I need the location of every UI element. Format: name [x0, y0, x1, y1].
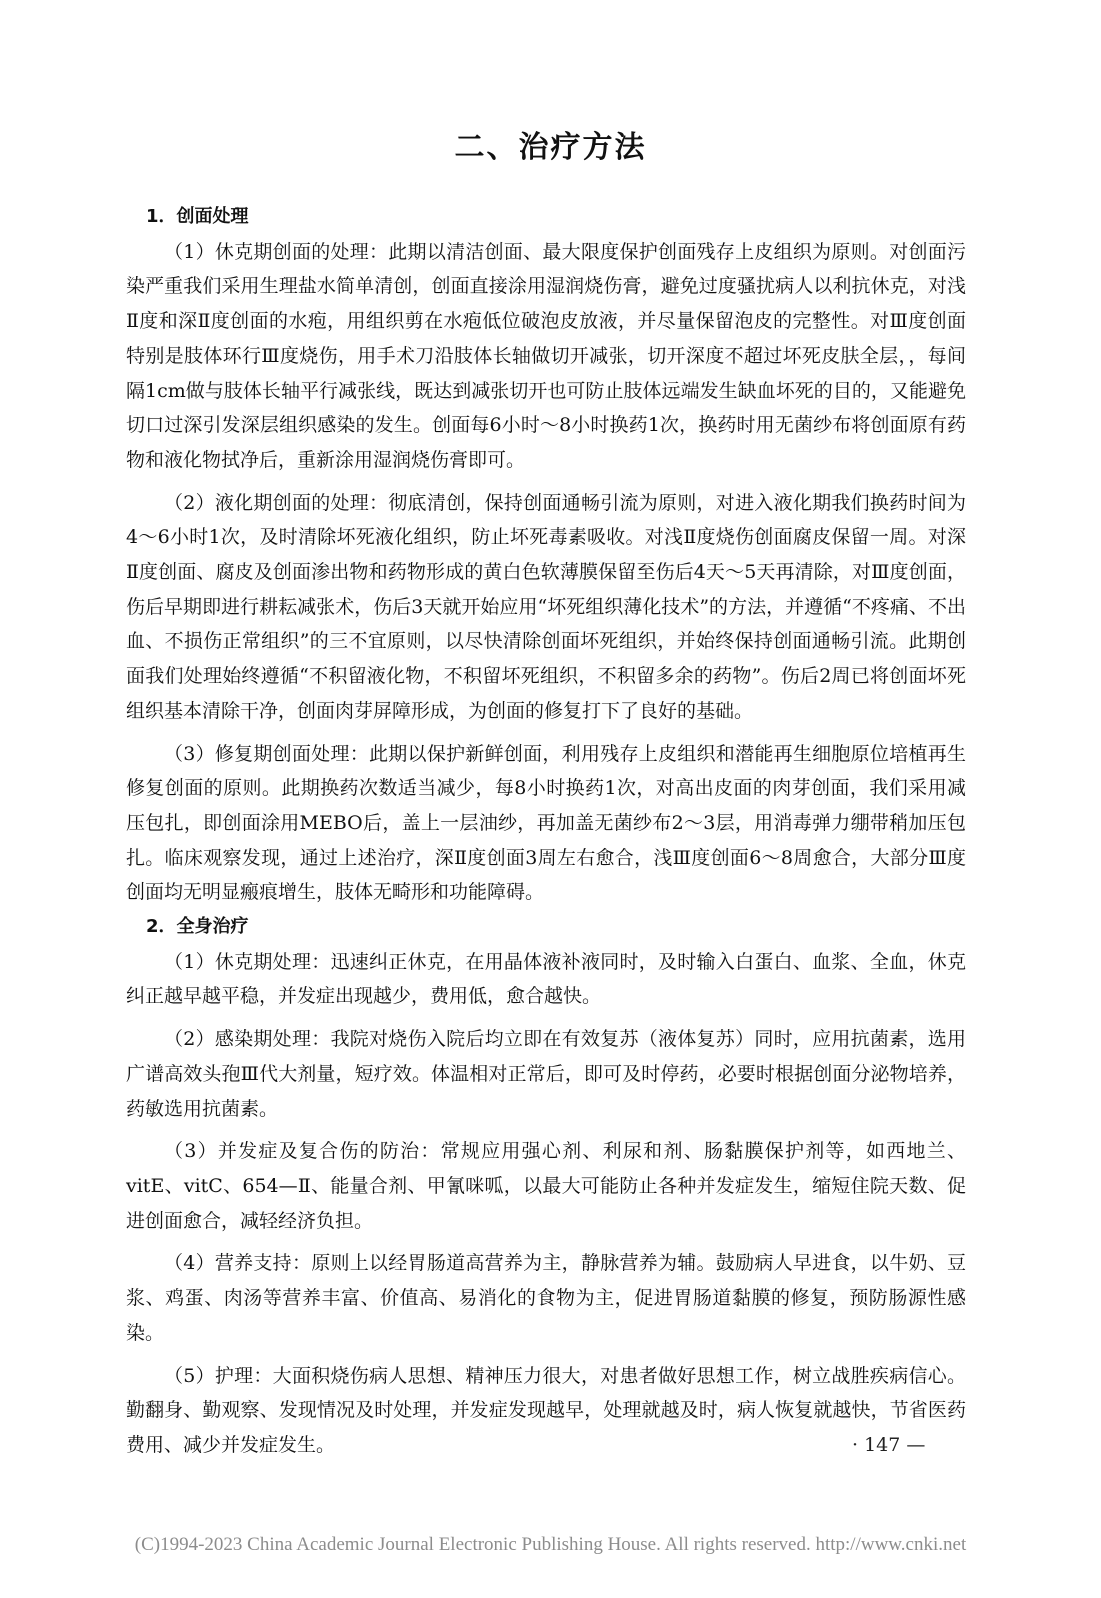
section-heading: 2．全身治疗 — [146, 916, 249, 938]
page-title: 二、治疗方法 — [454, 130, 647, 165]
paragraph: （4）营养支持：原则上以经胃肠道高营养为主，静脉营养为辅。鼓励病人早进食，以牛奶、豆浆、鸡蛋、肉汤等营养丰富、价值高、易消化的食物为主，促进胃肠道黏膜的修复，预防肠源性感染。 — [126, 1252, 966, 1344]
paragraph: （1）休克期处理：迅速纠正休克，在用晶体液补液同时，及时输入白蛋白、血浆、全血，休克纠正越早越平稳，并发症出现越少，费用低，愈合越快。 — [126, 950, 966, 1008]
paragraph: （5）护理：大面积烧伤病人思想、精神压力很大，对患者做好思想工作，树立战胜疾病信心。勤翻身、勤观察、发现情况及时处理，并发症发现越早，处理就越及时，病人恢复就越快，节省医药费用、减少并发症发生。 — [126, 1364, 966, 1456]
paragraph: （1）休克期创面的处理：此期以清洁创面、最大限度保护创面残存上皮组织为原则。对创面污染严重我们采用生理盐水简单清创，创面直接涂用湿润烧伤膏，避免过度骚扰病人以利抗休克，对浅Ⅱ度和深Ⅱ度创面的水疱，用组织剪在水疱低位破泡皮放液，并尽量保留泡皮的完整性。对Ⅲ度创面特别是肢体环行Ⅲ度烧伤，用手术刀沿肢体长轴做切开减张，切开深度不超过坏死皮肤全层，，每间隔1cm做与肢体长轴平行减张线，既达到减张切开也可防止肢体远端发生缺血坏死的目的，又能避免切口过深引发深层组织感染的发生。创面每6小时～8小时换药1次，换药时用无菌纱布将创面原有药物和液化物拭净后，重新涂用湿润烧伤膏即可。 — [126, 240, 966, 471]
section-heading: 1．创面处理 — [146, 206, 249, 227]
section-wound-treatment — [126, 200, 966, 910]
copyright-footer: (C)1994-2023 China Academic Journal Electronic Publishing House. All rights reserved. http://www.cnki.net — [134, 1534, 967, 1555]
paragraph: （3）并发症及复合伤的防治：常规应用强心剂、利尿和剂、肠黏膜保护剂等，如西地兰、vitE、vitC、654—Ⅱ、能量合剂、甲氰咪呱，以最大可能防止各种并发症发生，缩短住院天数、促进创面愈合，减轻经济负担。 — [126, 1140, 966, 1232]
section-systemic-treatment — [126, 910, 966, 1463]
paragraph: （3）修复期创面处理：此期以保护新鲜创面，利用残存上皮组织和潜能再生细胞原位培植再生修复创面的原则。此期换药次数适当减少，每8小时换药1次，对高出皮面的肉芽创面，我们采用减压包扎，即创面涂用MEBO后，盖上一层油纱，再加盖无菌纱布2～3层，用消毒弹力绷带稍加压包扎。临床观察发现，通过上述治疗，深Ⅱ度创面3周左右愈合，浅Ⅲ度创面6～8周愈合，大部分Ⅲ度创面均无明显瘢痕增生，肢体无畸形和功能障碍。 — [126, 742, 966, 904]
paragraph: （2）液化期创面的处理：彻底清创，保持创面通畅引流为原则，对进入液化期我们换药时间为4～6小时1次，及时清除坏死液化组织，防止坏死毒素吸收。对浅Ⅱ度烧伤创面腐皮保留一周。对深Ⅱ度创面、腐皮及创面渗出物和药物形成的黄白色软薄膜保留至伤后4天～5天再清除，对Ⅲ度创面，伤后早期即进行耕耘减张术，伤后3天就开始应用“坏死组织薄化技术”的方法，并遵循“不疼痛、不出血、不损伤正常组织”的三不宜原则，以尽快清除创面坏死组织，并始终保持创面通畅引流。此期创面我们处理始终遵循“不积留液化物，不积留坏死组织，不积留多余的药物”。伤后2周已将创面坏死组织基本清除干净，创面肉芽屏障形成，为创面的修复打下了良好的基础。 — [126, 491, 966, 722]
paragraph: （2）感染期处理：我院对烧伤入院后均立即在有效复苏（液体复苏）同时，应用抗菌素，选用广谱高效头孢Ⅲ代大剂量，短疗效。体温相对正常后，即可及时停药，必要时根据创面分泌物培养，药敏选用抗菌素。 — [126, 1028, 966, 1120]
page-number: · 147 — — [852, 1434, 926, 1456]
article-body — [126, 200, 966, 1463]
